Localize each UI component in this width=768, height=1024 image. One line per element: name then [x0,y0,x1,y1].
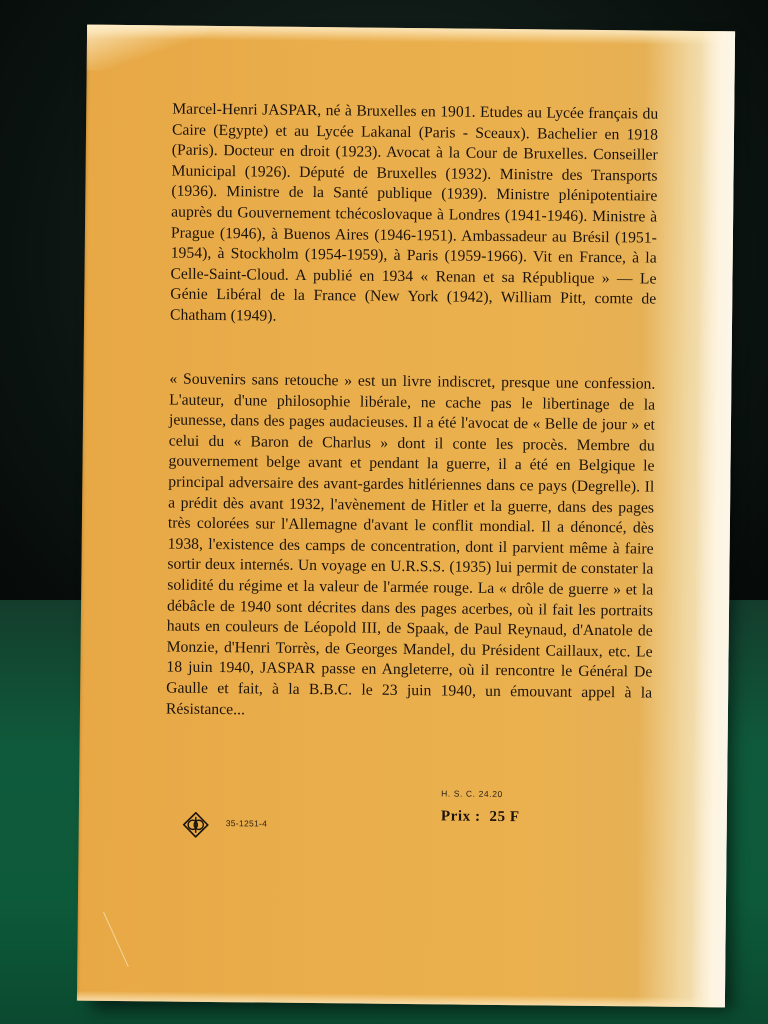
book-back-cover [77,25,735,1008]
price-label: Prix : 25 F [440,808,520,826]
corner-wear [87,25,207,72]
isbn-number: 35-1251-4 [225,818,268,829]
catalog-code: H. S. C. 24.20 [441,788,503,800]
cover-crease [103,895,165,967]
author-biography [170,100,658,332]
book-summary [166,370,656,725]
bio-paragraph: Marcel-Henri JASPAR, né à Bruxelles en 1901. Etudes au Lycée français du Caire (Egypte) et au Lycée Lakanal (Paris - Sceaux). Bachelier en 1918 (Paris). Docteur en droit (1923). Avocat à la Cour de Bruxelles. Conseiller Municipal (1926). Député de Bruxelles (1932). Ministre des Transports (1936). Ministre de la Santé publique (1939). Ministre plénipotentiaire auprès du Gouvernement tchécoslovaque à Londres (1941-1946). Ministre à Prague (1946), à Buenos Aires (1946-1951). Ambassadeur au Brésil (1951-1954), à Stockholm (1954-1959), à Paris (1959-1966). Vit en France, à la Celle-Saint-Cloud. A publié en 1934 « Renan et sa République » — Le Génie Libéral de la France (New York (1942), William Pitt, comte de Chatham (1949). [170,100,659,325]
summary-paragraph: « Souvenirs sans retouche » est un livre indiscret, presque une confession. L'auteur, d'une philosophie libérale, ne cache pas le libertinage de la jeunesse, dans des pages audacieuses. Il a été l'avocat de « Belle de jour » et celui du « Baron de Charlus » dont il conte les procès. Membre du gouvernement belge avant et pendant la guerre, il a été en Belgique le principal adversaire des avant-gardes hitlériennes dans ce pays (Degrelle). Il a prédit dès avant 1932, l'avènement de Hitler et la guerre, dans des pages très colorées sur l'Allemagne d'avant le conflit mondial. Il a dénoncé, dès 1938, l'existence des camps de concentration, dont il parvient même à faire sortir deux internés. Un voyage en U.R.S.S. (1935) lui permit de constater la solidité du régime et la valeur de l'armée rouge. La « drôle de guerre » et la débâcle de 1940 sont décrites dans des pages acerbes, où il fait les portraits hauts en couleurs de Léopold III, de Spaak, de Paul Reynaud, d'Anatole de Monzie, d'Henri Torrès, de Georges Mandel, du Président Caillaux, etc. Le 18 juin 1940, JASPAR passe en Angleterre, où il rencontre le Général De Gaulle et fait, à la B.B.C. le 23 juin 1940, un émouvant appel à la Résistance... [165,370,656,718]
publisher-monogram-icon [183,812,209,838]
